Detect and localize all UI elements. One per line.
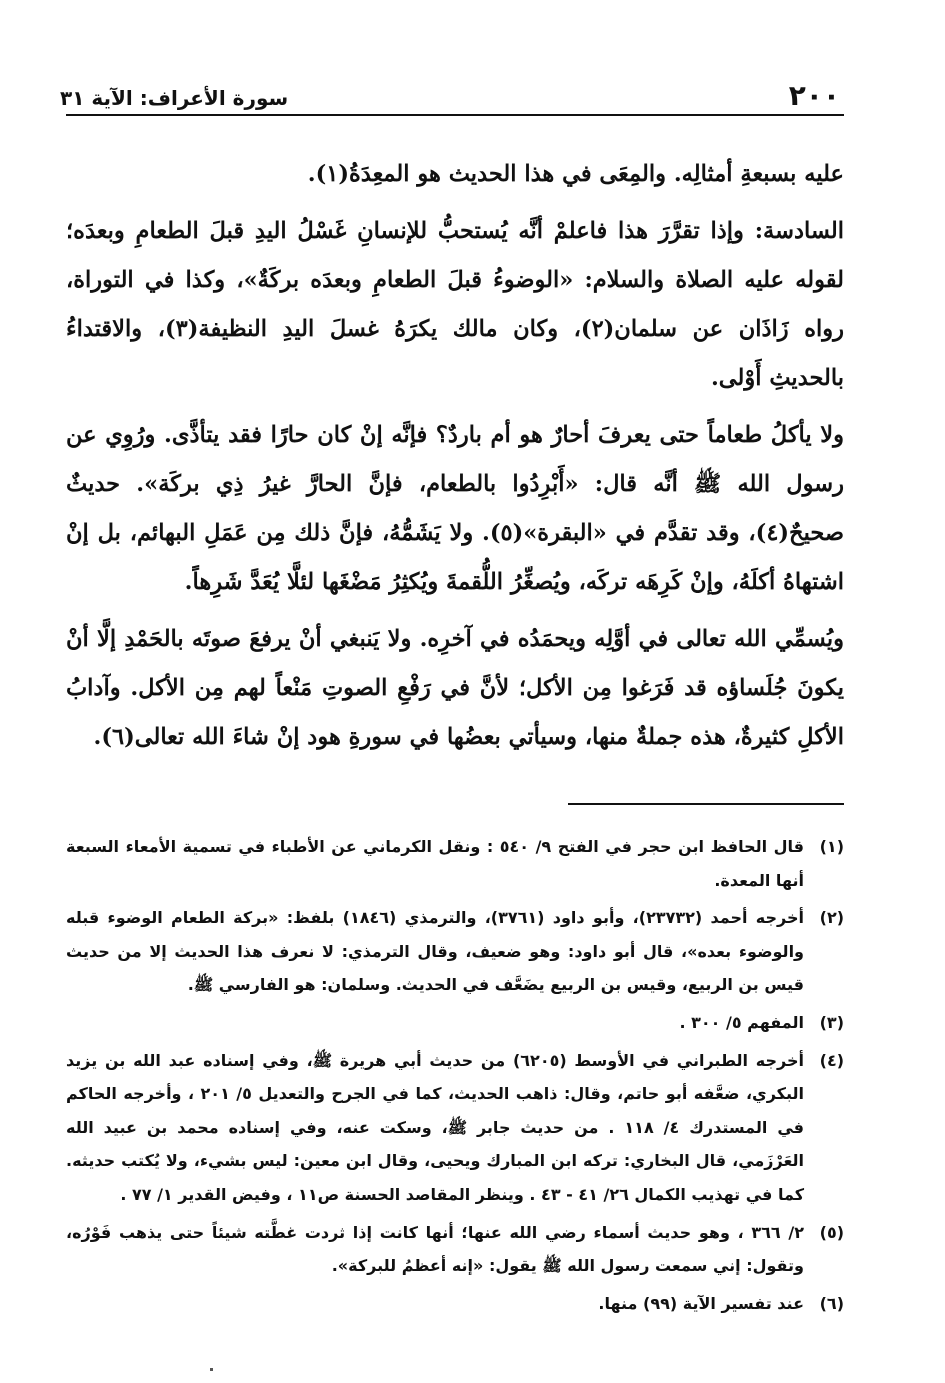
paragraph-1: عليه بسبعةِ أمثالِه. والمِعَى في هذا الحديث هو المعِدَةُ(١). [307,161,844,187]
page-number: ٢٠٠ [788,79,840,112]
section-label: السادسة: [754,218,844,244]
footnote [66,830,844,897]
footnote-text: قال الحافظ ابن حجر في الفتح ٩/ ٥٤٠ : ونقل الكرماني عن الأطباء في تسمية الأمعاء السبعة أنها المعدة. [66,837,804,890]
paragraph-2-text: وإذا تقرَّرَ هذا فاعلمْ أنَّه يُستحبُّ للإنسانِ غَسْلُ اليدِ قبلَ الطعامِ وبعدَه؛ لقوله عليه الصلاة والسلام: «الوضوءُ قبلَ الطعامِ وبعدَه بركَةٌ»، وكذا في التوراة، رواه زَاذَان عن سلمان(٢)، وكان مالك يكرَهُ غسلَ اليدِ النظيفة(٣)، والاقتداءُ بالحديثِ أَوْلى. [66,218,844,391]
footnote-text: عند تفسير الآية (٩٩) منها. [598,1293,804,1313]
footnote [66,1216,844,1283]
footnote [66,901,844,1002]
scan-speck [210,1368,213,1371]
footnote-number: (٦) [819,1293,844,1313]
main-text [66,150,844,770]
header-rule [66,114,844,116]
footnote-number: (٥) [819,1222,845,1242]
paragraph-4: ويُسمِّي الله تعالى في أوَّلِه ويحمَدُه في آخرِه. ولا يَنبغي أنْ يرفعَ صوتَه بالحَمْدِ إلَّا أنْ يكونَ جُلَساؤه قد فَرَغوا مِن الأكل؛ لأنَّ في رَفْعِ الصوتِ مَنْعاً لهم مِن الأكل. وآدابُ الأكلِ كثيرةٌ، هذه جملةٌ منها، وسيأتي بعضُها في سورةِ هود إنْ شاءَ الله تعالى(٦). [66,626,844,750]
footnote [66,1006,844,1040]
footnotes [66,830,844,1324]
paragraph-2 [66,207,844,403]
footnote [66,1287,844,1321]
footnote-number: (١) [819,837,844,856]
footnote-number: (٤) [819,1050,845,1070]
footnote-text: ٢/ ٣٦٦ ، وهو حديث أسماء رضي الله عنها؛ أنها كانت إذا ثردت غطَّته شيئاً حتى يذهب فَوْرُه، وتقول: إني سمعت رسول الله ﷺ يقول: «إنه أعظمُ للبركة». [66,1222,805,1276]
running-title: سورة الأعراف: الآية ٣١ [60,86,289,110]
footnote [66,1044,844,1212]
footnote-number: (٢) [819,908,845,928]
footnote-number: (٣) [819,1012,844,1032]
page-header [60,72,840,112]
paragraph-3: ولا يأكلُ طعاماً حتى يعرفَ أحارٌ هو أم باردٌ؟ فإنَّه إنْ كان حارًا فقد يتأذَّى. ورُوِي عن رسول الله ﷺ أنَّه قال: «أَبْرِدُوا بالطعام، فإنَّ الحارَّ غيرُ ذِي بركَة». حديثٌ صحيحٌ(٤)، وقد تقدَّم في «البقرة»(٥). ولا يَشَمُّهُ، فإنَّ ذلك مِن عَمَلِ البهائم، بل إنْ اشتهاهُ أكلَهُ، وإنْ كَرِهَه تركَه، ويُصغِّرُ اللُّقمةَ ويُكثِرُ مَضْغَها لئلَّا يُعَدَّ شَرِهاً. [66,422,844,595]
footnote-text: أخرجه الطبراني في الأوسط (٦٢٠٥) من حديث أبي هريرة ﷺ، وفي إسناده عبد الله بن يزيد البكري، ضعَّفه أبو حاتم، وقال: ذاهب الحديث، كما في الجرح والتعديل ٥/ ٢٠١ ، وأخرجه الحاكم في المستدرك ٤/ ١١٨ . من حديث جابر ﷺ، وسكت عنه، وفي إسناده محمد بن عبيد الله العَرْزَمي، قال البخاري: تركه ابن المبارك ويحيى، وقال ابن معين: ليس بشيء، ولا يُكتب حديثه. كما في تهذيب الكمال ٢٦/ ٤١ - ٤٣ . وينظر المقاصد الحسنة ص١١ ، وفيض القدير ١/ ٧٧ . [66,1050,805,1204]
footnote-text: المفهم ٥/ ٣٠٠ . [679,1012,804,1032]
footnote-separator [568,803,844,805]
footnote-text: أخرجه أحمد (٢٣٧٣٢)، وأبو داود (٣٧٦١)، والترمذي (١٨٤٦) بلفظ: «بركة الطعام الوضوء قبله والوضوء بعده»، قال أبو داود: وهو ضعيف، وقال الترمذي: لا نعرف هذا الحديث إلا من حديث قيس بن الربيع، وقيس بن الربيع يضَعَّف في الحديث. وسلمان: هو الفارسي ﷺ. [66,908,805,995]
